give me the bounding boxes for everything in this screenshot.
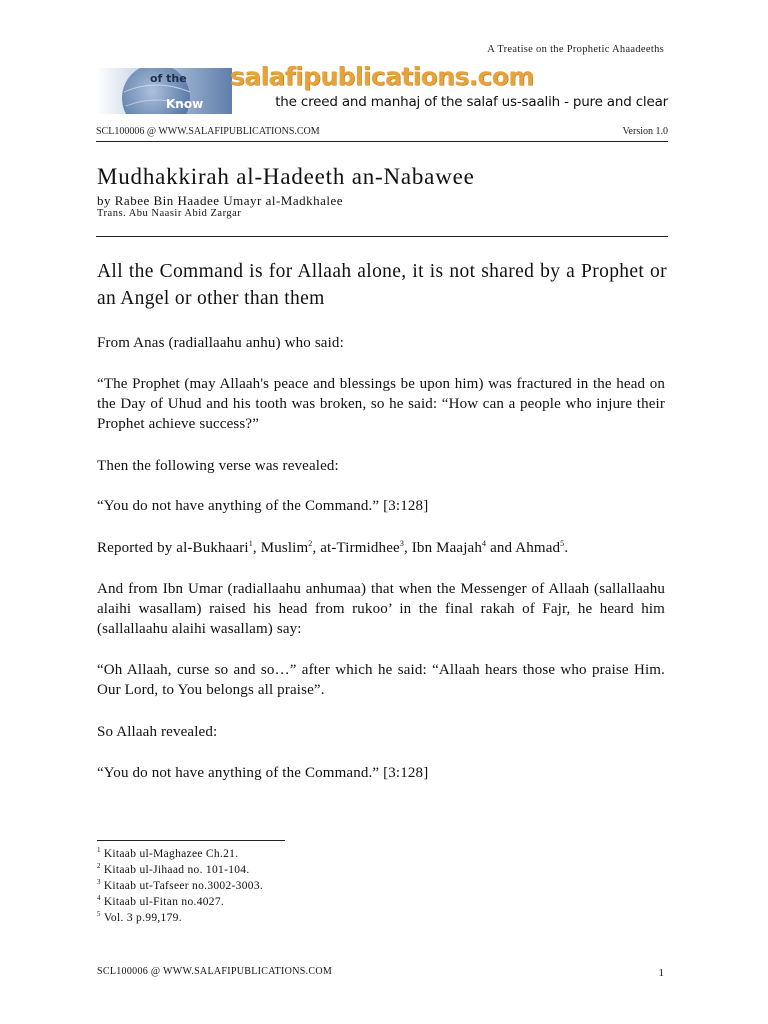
globe-banner-image bbox=[96, 68, 232, 114]
reference-paragraph: Reported by al-Bukhaari$^1$, Muslim$^2$, at-Tirmidhee$^3$, Ibn Maajah$^4$ and Ahmad$^5$. bbox=[97, 539, 569, 556]
banner-logo-graphic bbox=[96, 68, 232, 114]
quote-paragraph: “Oh Allaah, curse so and so…” after which he said: “Allaah hears those who praise Him. Our Lord, to You belongs all praise”. bbox=[97, 662, 665, 698]
footnote-item: $^5$ Vol. 3 p.99,179. bbox=[97, 910, 182, 924]
paragraph: “The Prophet (may Allaah's peace and blessings be upon him) was fractured in the head on the Day of Uhud and his tooth was broken, so he said: “How can a people who injure their Prophet achieve success?” bbox=[97, 376, 665, 432]
paragraph: From Anas (radiallaahu anhu) who said: bbox=[97, 335, 344, 351]
footnote-ref[interactable]: 5 bbox=[560, 539, 565, 548]
divider-header bbox=[96, 236, 668, 237]
footnote-ref[interactable]: 4 bbox=[482, 539, 487, 548]
logo-word-1: of the bbox=[150, 72, 187, 85]
logo-word-2: Know bbox=[166, 97, 204, 111]
footnote-item: $^4$ Kitaab ul-Fitan no.4027. bbox=[97, 894, 225, 908]
site-name-logo: salafipublications.com bbox=[230, 62, 534, 91]
document-code: SCL100006 @ WWW.SALAFIPUBLICATIONS.COM bbox=[96, 126, 320, 137]
page-footer: SCL100006 @ WWW.SALAFIPUBLICATIONS.COM bbox=[97, 966, 333, 977]
footnote-item: $^2$ Kitaab ul-Jihaad no. 101-104. bbox=[97, 862, 250, 876]
translator-line: Trans. Abu Naasir Abid Zargar bbox=[97, 208, 242, 219]
author-byline: by Rabee Bin Haadee Umayr al-Madkhalee bbox=[97, 193, 344, 208]
document-title: Mudhakkirah al-Hadeeth an-Nabawee bbox=[97, 164, 475, 189]
footnote-ref[interactable]: 1 bbox=[248, 539, 253, 548]
running-head: A Treatise on the Prophetic Ahaadeeths bbox=[487, 44, 664, 55]
footnote-item: $^1$ Kitaab ul-Maghazee Ch.21. bbox=[97, 846, 239, 860]
footnote-ref[interactable]: 3 bbox=[399, 539, 404, 548]
footnote-ref[interactable]: 2 bbox=[308, 539, 313, 548]
footnote-divider bbox=[97, 840, 285, 841]
version-label: Version 1.0 bbox=[622, 126, 668, 137]
footnote-item: $^3$ Kitaab ut-Tafseer no.3002-3003. bbox=[97, 878, 264, 892]
page-number: 1 bbox=[658, 967, 664, 979]
quote-paragraph: “You do not have anything of the Command.” [3:128] bbox=[97, 765, 429, 781]
chapter-title: All the Command is for Allaah alone, it is not shared by a Prophet or an Angel or other than them bbox=[97, 261, 667, 309]
document-meta-row bbox=[96, 126, 668, 140]
paragraph: And from Ibn Umar (radiallaahu anhumaa) that when the Messenger of Allaah (sallallaahu alaihi wasallam) raised his head from rukoo’ in the final rakah of Fajr, he heard him (sallallaahu alaihi wasallam) say: bbox=[97, 581, 665, 637]
site-banner bbox=[96, 64, 668, 118]
paragraph: So Allaah revealed: bbox=[97, 724, 218, 740]
paragraph: Then the following verse was revealed: bbox=[97, 458, 339, 474]
footnote-list bbox=[97, 846, 263, 926]
quote-paragraph: “You do not have anything of the Command.” [3:128] bbox=[97, 498, 429, 514]
site-tagline: the creed and manhaj of the salaf us-saalih - pure and clear bbox=[275, 94, 668, 110]
divider-top bbox=[96, 141, 668, 142]
